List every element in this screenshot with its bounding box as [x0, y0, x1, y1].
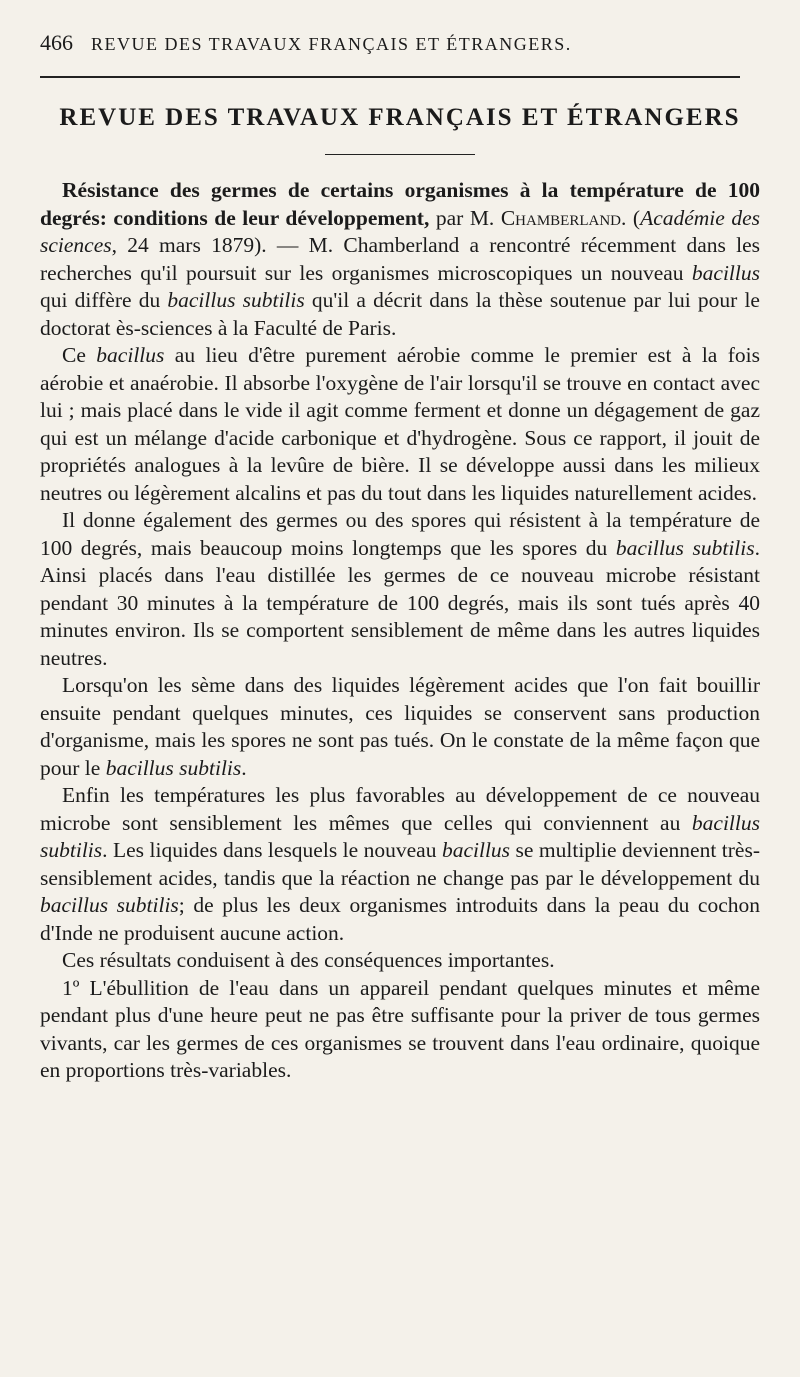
term-bacillus: bacillus — [96, 343, 165, 367]
term-bacillus-subtilis: bacillus subtilis — [105, 755, 242, 780]
paragraph-3-text-b: . Ainsi placés dans l'eau distillée les germes de ce nouveau microbe résistant pendant 30 minutes à la température de 100 degrés, mais ils sont tués après 40 minutes environ. Ils se comportent sensiblement de même dans les autres liquides neutres. — [40, 535, 760, 670]
byline-par: par M. — [429, 205, 501, 230]
paragraph-1-text-c: qu'il a décrit dans la thèse soutenue par lui pour le doctorat ès-sciences à la Faculté de Paris. — [40, 288, 760, 340]
page — [40, 30, 760, 1085]
section-title: REVUE DES TRAVAUX FRANÇAIS ET ÉTRANGERS — [59, 104, 741, 131]
paragraph-2-text-b: au lieu d'être purement aérobie comme le premier est à la fois aérobie et anaérobie. Il absorbe l'oxygène de l'air lorsqu'il se trouve en contact avec lui ; mais placé dans le vide il agit comme ferment et donne un dégagement de gaz qui est un mélange d'acide carbonique et d'hydrogène. Sous ce rapport, il jouit de propriétés analogues à la levûre de bière. Il se développe aussi dans les milieux neutres ou légèrement alcalins et pas du tout dans les liquides naturellement acides. — [40, 343, 760, 505]
paragraph-5 — [40, 782, 760, 947]
term-bacillus: bacillus — [441, 838, 511, 862]
term-bacillus-subtilis: bacillus subtilis — [615, 535, 755, 560]
paragraph-6: Ces résultats conduisent à des conséquences importantes. — [62, 948, 555, 972]
paragraph-1-text-b: qui diffère du — [40, 288, 168, 312]
term-bacillus-subtilis: bacillus subtilis — [40, 893, 179, 917]
running-title: REVUE DES TRAVAUX FRANÇAIS ET ÉTRANGERS. — [91, 34, 572, 54]
paragraph-5-text-b: . Les liquides dans lesquels le nouveau — [102, 838, 442, 862]
term-bacillus-subtilis: bacillus subtilis — [167, 288, 305, 312]
paragraph-4-text-b: . — [241, 755, 247, 780]
author-name: Chamberland — [500, 205, 622, 230]
paragraph-2-text-a: Ce — [62, 343, 97, 367]
article-title: Résistance des germes de certains organismes à la température de 100 degrés: conditions de leur développement, — [40, 178, 760, 230]
paragraph-3-text-a: Il donne également des germes ou des spores qui résistent à la température de 100 degrés, mais beaucoup moins longtemps que les spores du — [40, 508, 760, 560]
paragraph-7: 1º L'ébullition de l'eau dans un appareil pendant quelques minutes et même pendant plus d'une heure peut ne pas être suffisante pour la priver de tous germes vivants, car les germes de ces organismes se trouvent dans l'eau ordinaire, quoique en proportions très-variables. — [40, 975, 760, 1082]
paragraph-5-text-d: ; de plus les deux organismes introduits dans la peau du cochon d'Inde ne produisent aucune action. — [40, 893, 760, 945]
paragraph-3 — [40, 507, 760, 672]
title-rule — [325, 154, 475, 155]
paragraph-5-text-a: Enfin les températures les plus favorables au développement de ce nouveau microbe sont sensiblement les mêmes que celles qui conviennent au — [40, 783, 760, 835]
paragraph-1 — [40, 177, 760, 342]
paragraph-4-text-a: Lorsqu'on les sème dans des liquides légèrement acides que l'on fait bouillir ensuite pendant quelques minutes, ces liquides se conservent sans production d'organisme, mais les spores ne sont pas tués. On le constate de la même façon que pour le — [40, 673, 760, 780]
paragraph-1-text: 1879). — M. Chamberland a rencontré récemment dans les recherches qu'il poursuit sur les organismes microscopiques un nouveau — [40, 233, 761, 285]
page-number: 466 — [40, 30, 73, 55]
paragraph-4 — [40, 672, 760, 782]
paragraph-5-text-c: se multiplie deviennent très-sensiblement acides, tandis que la réaction ne change pas par le développement du — [40, 838, 760, 890]
term-bacillus-subtilis: bacillus subtilis — [40, 810, 760, 862]
header-rule — [40, 76, 740, 78]
source-date-prefix: , 24 mars — [111, 233, 201, 257]
paragraph-2 — [40, 342, 760, 507]
article-body — [40, 177, 760, 1085]
term-bacillus: bacillus — [691, 260, 760, 285]
author-tail: . ( — [621, 205, 641, 230]
running-header — [40, 30, 760, 56]
source-name: Académie des sciences — [40, 205, 760, 257]
